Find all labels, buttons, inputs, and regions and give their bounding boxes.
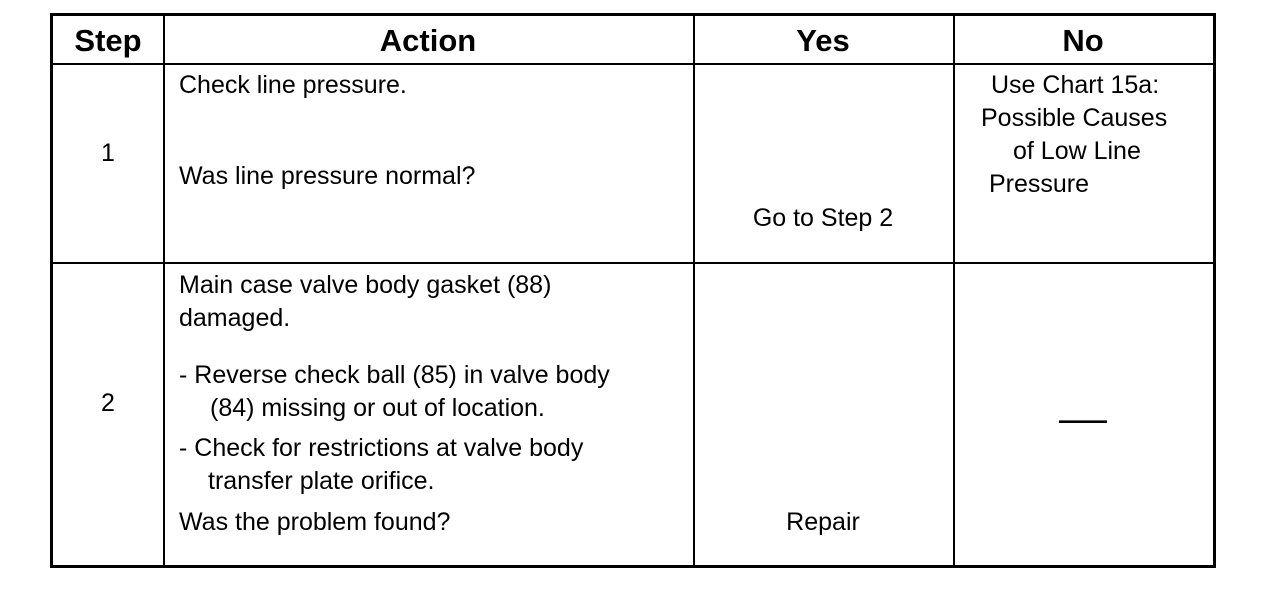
column-divider-step <box>163 16 165 565</box>
row-2-action-line-3: - Reverse check ball (85) in valve body <box>179 361 610 389</box>
row-1-no-line-3: of Low Line <box>1013 137 1141 165</box>
header-no: No <box>1062 23 1104 58</box>
column-divider-action <box>693 16 695 565</box>
row-2-action-line-2: damaged. <box>179 304 291 332</box>
row-2-action-line-4: (84) missing or out of location. <box>210 394 545 422</box>
header-yes: Yes <box>796 23 850 58</box>
diagnostic-table <box>50 13 1216 568</box>
row-1-yes: Go to Step 2 <box>752 204 894 232</box>
row-2-action-line-5: - Check for restrictions at valve body <box>179 434 584 462</box>
row-2-action-line-7: Was the problem found? <box>179 508 451 536</box>
header-step: Step <box>74 23 142 58</box>
row-2-yes: Repair <box>786 508 860 536</box>
row-2-no-dash: — <box>1059 397 1107 441</box>
row-1-action-line-2: Was line pressure normal? <box>179 162 476 190</box>
row-2-action-line-1: Main case valve body gasket (88) <box>179 271 552 299</box>
row-1-step: 1 <box>101 139 115 167</box>
row-1-no-line-1: Use Chart 15a: <box>991 71 1160 99</box>
row-2-action-line-6: transfer plate orifice. <box>208 467 435 495</box>
row-1-no-line-2: Possible Causes <box>981 104 1168 132</box>
row-1-no-line-4: Pressure <box>989 170 1090 198</box>
row-2-step: 2 <box>101 389 115 417</box>
header-action: Action <box>379 23 477 58</box>
row-divider <box>53 262 1213 264</box>
column-divider-yes <box>953 16 955 565</box>
row-1-action-line-1: Check line pressure. <box>179 71 407 99</box>
